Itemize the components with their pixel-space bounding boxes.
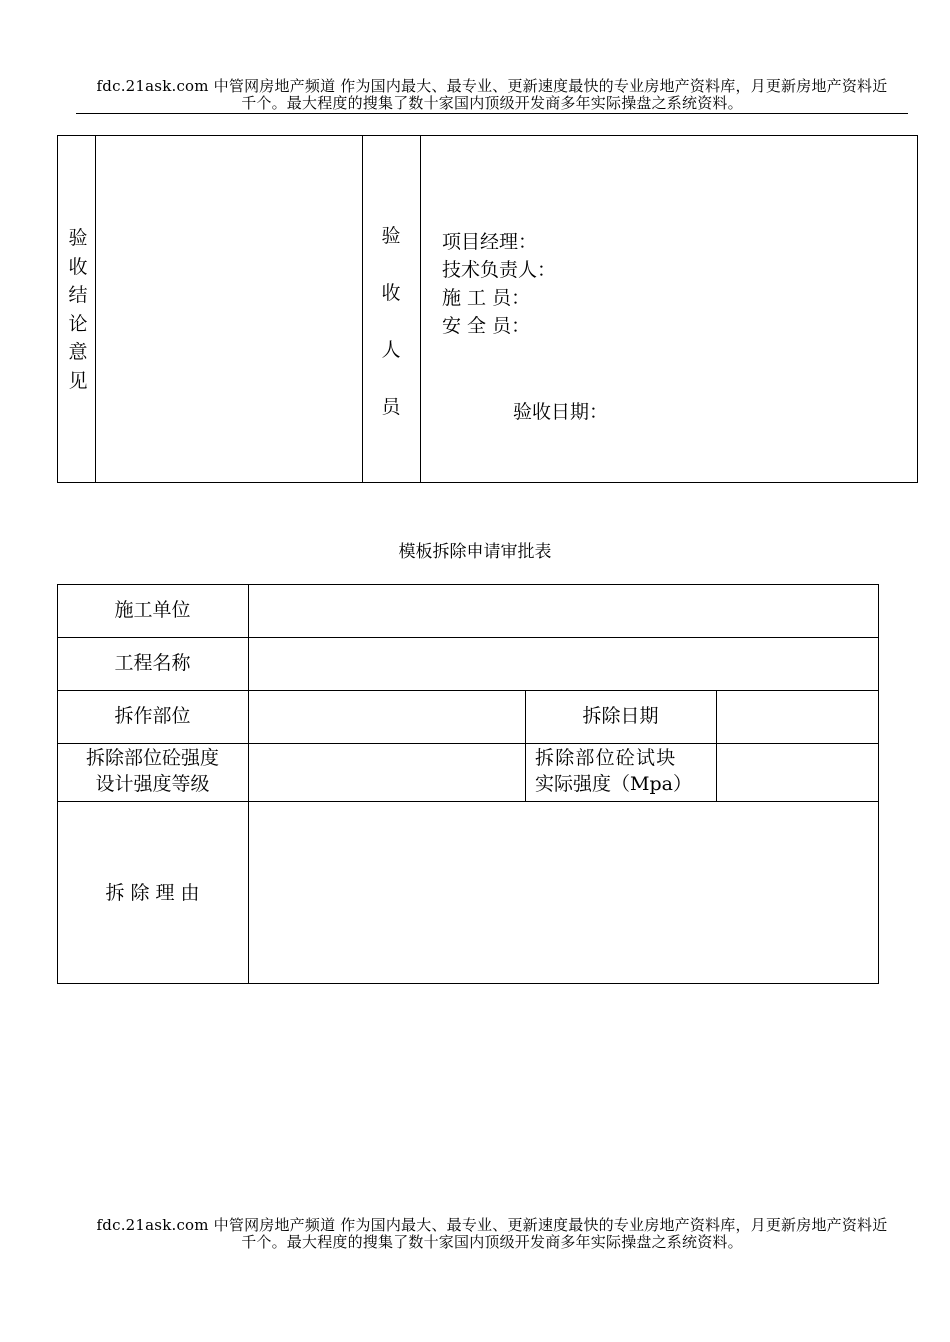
conclusion-content-cell[interactable] (96, 136, 362, 482)
removal-date-field[interactable] (717, 691, 878, 743)
signatory-list (442, 228, 556, 340)
acceptance-divider-2 (362, 135, 363, 483)
construction-unit-field[interactable] (249, 585, 878, 637)
design-strength-label (57, 745, 248, 797)
construction-worker-line[interactable]: 施 工 员： (442, 287, 531, 309)
project-name-label: 工程名称 (114, 652, 191, 674)
header-rule (76, 113, 908, 114)
actual-strength-field[interactable] (717, 744, 878, 801)
acceptance-date[interactable]: 验收日期： (513, 401, 609, 423)
acceptance-divider-3 (420, 135, 421, 483)
design-strength-label-line-2: 设计强度等级 (95, 773, 210, 795)
personnel-label-char: 人 (381, 339, 401, 361)
construction-unit-label: 施工单位 (114, 599, 191, 621)
conclusion-label (64, 224, 92, 395)
conclusion-label-char: 见 (68, 369, 88, 392)
conclusion-label-char: 收 (68, 255, 88, 278)
removal-part-label: 拆作部位 (114, 705, 191, 727)
footer-line-2: 千个。最大程度的搜集了数十家国内顶级开发商多年实际操盘之系统资料。 (241, 1233, 743, 1251)
header-line-1: fdc.21ask.com 中管网房地产频道 作为国内最大、最专业、更新速度最快的专业房地产资料库，月更新房地产资料近 (96, 77, 888, 95)
actual-strength-label-line-2: 实际强度（Mpa） (535, 773, 692, 795)
personnel-label (377, 208, 405, 436)
personnel-label-char: 员 (381, 396, 401, 418)
project-name-field[interactable] (249, 638, 878, 690)
design-strength-label-line-1: 拆除部位砼强度 (85, 747, 219, 769)
page-footer (76, 1217, 908, 1251)
removal-reason-field[interactable] (249, 802, 878, 983)
conclusion-label-char: 论 (68, 312, 88, 335)
project-manager-line[interactable]: 项目经理： (442, 231, 538, 253)
conclusion-label-char: 验 (68, 227, 88, 249)
removal-part-field[interactable] (249, 691, 525, 743)
actual-strength-label-line-1: 拆除部位砼试块 (535, 747, 677, 769)
personnel-label-char: 收 (381, 282, 401, 304)
form-title: 模板拆除申请审批表 (398, 542, 552, 562)
technical-lead-line[interactable]: 技术负责人： (442, 259, 557, 281)
removal-date-label: 拆除日期 (582, 705, 659, 727)
personnel-label-char: 验 (381, 225, 401, 247)
safety-officer-line[interactable]: 安 全 员： (442, 315, 531, 337)
removal-reason-label: 拆 除 理 由 (105, 882, 200, 904)
header-line-2: 千个。最大程度的搜集了数十家国内顶级开发商多年实际操盘之系统资料。 (241, 94, 743, 112)
actual-strength-label (535, 745, 707, 797)
design-strength-field[interactable] (249, 744, 525, 801)
footer-line-1: fdc.21ask.com 中管网房地产频道 作为国内最大、最专业、更新速度最快的专业房地产资料库，月更新房地产资料近 (96, 1216, 888, 1234)
conclusion-label-char: 意 (68, 341, 88, 363)
conclusion-label-char: 结 (68, 284, 88, 306)
page-header (76, 78, 908, 112)
